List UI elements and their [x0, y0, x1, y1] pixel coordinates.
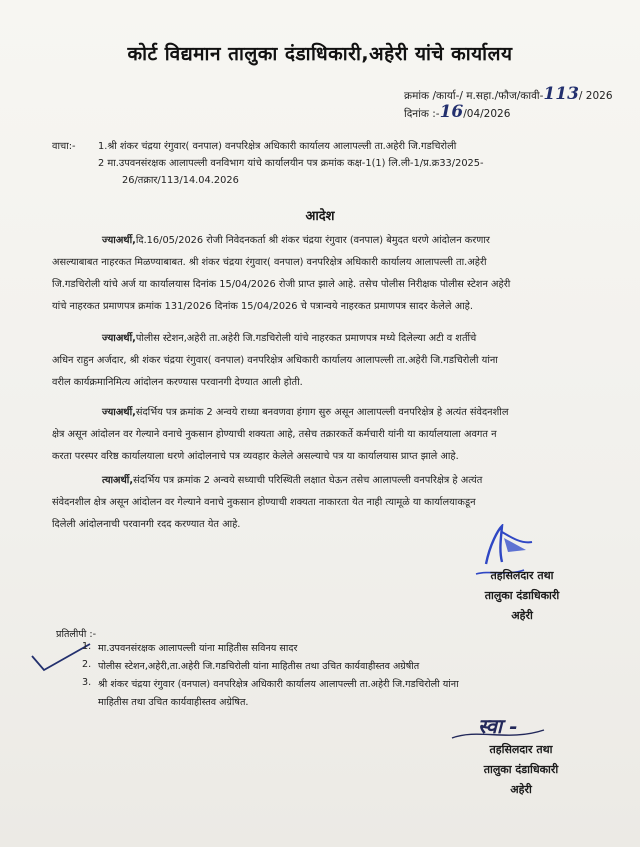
reference-line-1: 1.श्री शंकर चंद्रया रंगुवार( वनपाल) वनपरिक्षेत्र अधिकारी कार्यालय आलापल्ली ता.अहेरी जि.गडचिरोली	[98, 141, 457, 152]
order-number-prefix: क्रमांक /कार्या-/ म.सहा./फौज/कावी-	[404, 90, 544, 102]
order-date-suffix: /04/2026	[463, 108, 511, 120]
paragraph-text: पोलीस स्टेशन,अहेरी ता.अहेरी जि.गडचिरोली यांचे नाहरकत प्रमाणपत्र मध्ये दिलेल्या अटी व शर्तीचे	[135, 333, 477, 344]
paragraph-text: दि.16/05/2026 रोजी निवेदनकर्ता श्री शंकर चंद्रया रंगुवार (वनपाल) बेमुदत धरणे आंदोलन करणार	[135, 235, 490, 246]
copy-item-2-text: पोलीस स्टेशन,अहेरी,ता.अहेरी जि.गडचिरोली यांना माहितीस तथा उचित कार्यवाहीस्तव अग्रेषीत	[98, 661, 420, 672]
order-number-suffix: / 2026	[578, 90, 613, 102]
paragraph-text: यांचे नाहरकत प्रमाणपत्र क्रमांक 131/2026 दिनांक 15/04/2026 चे पत्रान्वये नाहरकत प्रमाणपत्र सादर केलेले आहे.	[52, 301, 473, 312]
paragraph-line	[52, 274, 596, 296]
paragraph-line	[52, 372, 596, 394]
signature-designation-2	[456, 740, 586, 800]
paragraph-line	[52, 296, 596, 318]
signature-designation	[462, 566, 582, 626]
copy-item-2-number: 2.	[82, 659, 92, 670]
reference-line-3: 26/तक्रार/113/14.04.2026	[122, 175, 239, 186]
signature2-line-1: तहसिलदार तथा	[489, 743, 553, 756]
paragraph-line	[52, 424, 596, 446]
copy-item-1-text: मा.उपवनसंरक्षक आलापल्ली यांना माहितीस सविनय सादर	[98, 643, 298, 654]
signature2-line-2: तालुका दंडाधिकारी	[483, 763, 559, 776]
copy-item-1-number: 1.	[82, 641, 92, 652]
signature-line-2: तालुका दंडाधिकारी	[484, 589, 560, 602]
order-date-prefix: दिनांक :-	[404, 108, 440, 120]
order-number-handwritten: 113	[543, 84, 579, 104]
paragraph-lead: ज्याअर्थी,	[102, 235, 136, 246]
paragraph-lead: ज्याअर्थी,	[102, 333, 136, 344]
paragraph-text: अधिन राहुन अर्जदार, श्री शंकर चंद्रया रंगुवार( वनपाल) वनपरिक्षेत्र अधिकारी कार्यालय आलापल्ली ता.अहेरी जि.गडचिरोली यांना	[52, 355, 498, 366]
paragraph-text: करता परस्पर वरिष्ठ कार्यालयाला धरणे आंदोलनाचे पत्र व्यवहार केलेले असल्याचे पत्र या कार्यालयास प्राप्त झाले आहे.	[52, 451, 459, 462]
paragraph-text: संदर्भिय पत्र क्रमांक 2 अन्वये राध्या बनवणवा हंगाग सुरु असून आलापल्ली वनपरिक्षेत्र हे अत्यंत संवेदनशील	[135, 407, 509, 418]
signature-line-3: अहेरी	[511, 609, 533, 622]
copy-item-3-number: 3.	[82, 677, 92, 688]
paragraph-line	[52, 252, 596, 274]
references-label: वाचा:-	[52, 141, 76, 152]
signature2-line-3: अहेरी	[510, 783, 532, 796]
handwritten-signature: स्वा -	[478, 714, 518, 738]
paragraph-line	[52, 230, 596, 252]
order-date-handwritten: 16	[439, 102, 464, 122]
order-number-line	[404, 84, 613, 104]
paragraph-text: जि.गडचिरोली यांचे अर्ज या कार्यालयास दिनांक 15/04/2026 रोजी प्राप्त झाले आहे. तसेच पोलीस निरीक्षक पोलीस स्टेशन अहेरी	[52, 279, 511, 290]
office-heading: कोर्ट विद्यमान तालुका दंडाधिकारी,अहेरी यांचे कार्यालय	[127, 43, 513, 65]
paragraph-line	[52, 350, 596, 372]
paragraph-lead: ज्याअर्थी,	[102, 407, 136, 418]
paragraph-line	[52, 492, 596, 514]
paragraph-lead: त्याअर्थी,	[102, 475, 134, 486]
paragraph-text: असल्याबाबत नाहरकत मिळण्याबाबत. श्री शंकर चंद्रया रंगुवार( वनपाल) वनपरिक्षेत्र अधिकारी कार्यालय आलापल्ली ता.अहेरी	[52, 257, 487, 268]
reference-line-2: 2 मा.उपवनसंरक्षक आलापल्ली वनविभाग यांचे कार्यालयीन पत्र क्रमांक कक्ष-1(1) लि.ली-1/प्र.क्र33/2025-	[98, 158, 484, 169]
order-date-line	[404, 102, 510, 122]
signature-line-1: तहसिलदार तथा	[490, 569, 554, 582]
paragraph-line	[52, 328, 596, 350]
order-paragraph	[52, 230, 596, 318]
copy-item-3-text: श्री शंकर चंद्रया रंगुवार (वनपाल) वनपरिक्षेत्र अधिकारी कार्यालय आलापल्ली ता.अहेरी जि.गडचिरोली यांना	[98, 679, 459, 690]
paragraph-line	[52, 470, 596, 492]
paragraph-text: संदर्भिय पत्र क्रमांक 2 अन्वये सध्याची परिस्थिती लक्षात घेऊन तसेच आलापल्ली वनपरिक्षेत्र हे अत्यंत	[133, 475, 483, 486]
paragraph-line	[52, 446, 596, 468]
paragraph-text: दिलेली आंदोलनाची परवानगी रदद करण्यात येत आहे.	[52, 519, 241, 530]
copy-to-label: प्रतिलीपी :-	[56, 629, 97, 640]
order-title: आदेश	[305, 209, 335, 224]
paragraph-line	[52, 402, 596, 424]
paragraph-text: क्षेत्र असून आंदोलन वर गेल्याने वनाचे नुकसान होण्याची शक्यता आहे, तसेच तक्रारकर्ते कर्मचारी यांनी या कार्यालयाला अवगत न	[52, 429, 497, 440]
paragraph-text: संवेदनशील क्षेत्र असून आंदोलन वर गेल्याने वनाचे नुकसान होण्याची शक्यता नाकारता येत नाही त्यामूळे या कार्यालयाकडून	[52, 497, 476, 508]
order-paragraph	[52, 328, 596, 394]
paragraph-text: वरील कार्यक्रमानिमित्य आंदोलन करण्यास परवानगी देण्यात आली होती.	[52, 377, 303, 388]
copy-item-3-text-cont: माहितीस तथा उचित कार्यवाहीस्तव अग्रेषित.	[98, 697, 249, 708]
order-paragraph	[52, 402, 596, 468]
